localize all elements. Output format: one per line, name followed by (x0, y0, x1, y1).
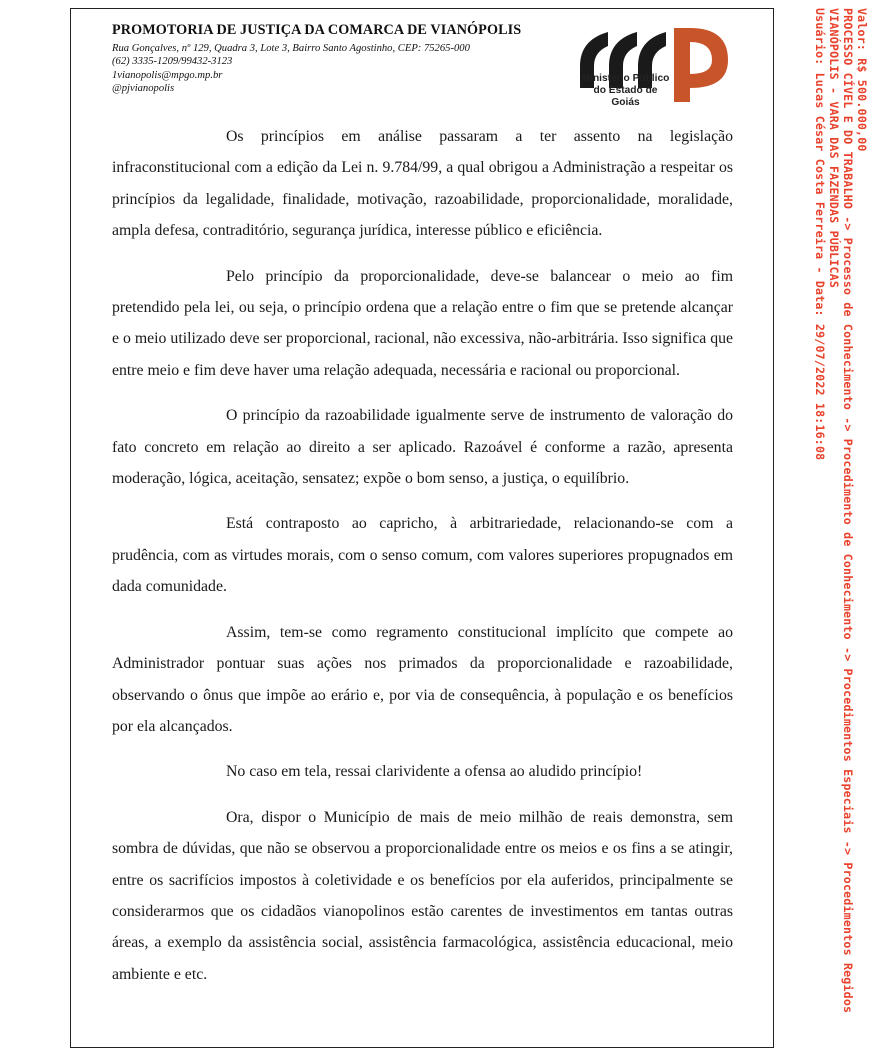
letterhead-phone: (62) 3335-1209/99432-3123 (112, 56, 233, 68)
letterhead-email: 1vianopolis@mpgo.mp.br (112, 69, 223, 81)
stamp-process-class: PROCESSO CÍVEL E DO TRABALHO -> Processo de Conhecimento -> Procedimento de Conhecimento -> Procedimentos Especiais -> Procedimentos Regidos (841, 8, 855, 1014)
paragraph: Os princípios em análise passaram a ter assento na legislação infraconstitucional com a edição da Lei n. 9.784/99, a qual obrigou a Administração a respeitar os princípios da legalidade, finalidade, motivação, razoabilidade, proporcionalidade, moralidade, ampla defesa, contraditório, segurança jurídica, interesse público e eficiência. (112, 128, 733, 240)
letterhead-title: PROMOTORIA DE JUSTIÇA DA COMARCA DE VIANÓPOLIS (112, 22, 522, 38)
logo-caption-line2: do Estado de Goiás (593, 85, 658, 108)
paragraph: Ora, dispor o Município de mais de meio milhão de reais demonstra, sem sombra de dúvidas, que não se observou a proporcionalidade entre os meios e os fins a se atingir, entre os sacrifícios impostos à coletividade e os benefícios por ela auferidos, principalmente se considerarmos que os cidadãos vianopolinos estão carentes de investimentos em tantas outras áreas, a exemplo da assistência social, assistência farmacológica, assistência educacional, meio ambiente e etc. (112, 808, 733, 983)
paragraph: Pelo princípio da proporcionalidade, deve-se balancear o meio ao fim pretendido pela lei, ou seja, o princípio ordena que a relação entre o fim que se pretende alcançar e o meio utilizado deve ser proporcional, racional, não excessiva, não-arbitrária. Isso significa que entre meio e fim deve haver uma relação adequada, necessária e racional ou proporcional. (112, 267, 733, 379)
letterhead-address: Rua Gonçalves, nº 129, Quadra 3, Lote 3, Bairro Santo Agostinho, CEP: 75265-000 (112, 43, 470, 54)
paragraph: Está contraposto ao capricho, à arbitrariedade, relacionando-se com a prudência, com as virtudes morais, com o senso comum, com valores superiores propugnados em dada comunidade. (112, 515, 733, 596)
side-stamp (786, 8, 872, 1024)
paragraph: Assim, tem-se como regramento constitucional implícito que compete ao Administrador pontuar suas ações nos primados da proporcionalidade e razoabilidade, observando o ônus que impõe ao erário e, por via de consequência, à população e os benefícios por ela alcançados. (112, 623, 733, 735)
letterhead-social: @pjvianopolis (112, 82, 175, 94)
stamp-value: Valor: R$ 500.000,00 (855, 8, 869, 152)
document-body (112, 121, 733, 1004)
logo-caption (578, 73, 673, 109)
stamp-court: VIANÓPOLIS - VARA DAS FAZENDAS PÚBLICAS (827, 8, 841, 289)
logo-caption-line1: Ministério Público (581, 73, 670, 84)
paragraph: No caso em tela, ressai clarividente a ofensa ao aludido princípio! (226, 763, 643, 781)
paragraph: O princípio da razoabilidade igualmente serve de instrumento de valoração do fato concreto em relação ao direito a ser aplicado. Razoável é conforme a razão, apresenta moderação, lógica, aceitação, sensatez; expõe o bom senso, a justiça, o equilíbrio. (112, 407, 733, 488)
stamp-user-date: Usuário: Lucas César Costa Ferreira - Data: 29/07/2022 18:16:08 (813, 8, 827, 461)
letterhead (112, 22, 572, 95)
